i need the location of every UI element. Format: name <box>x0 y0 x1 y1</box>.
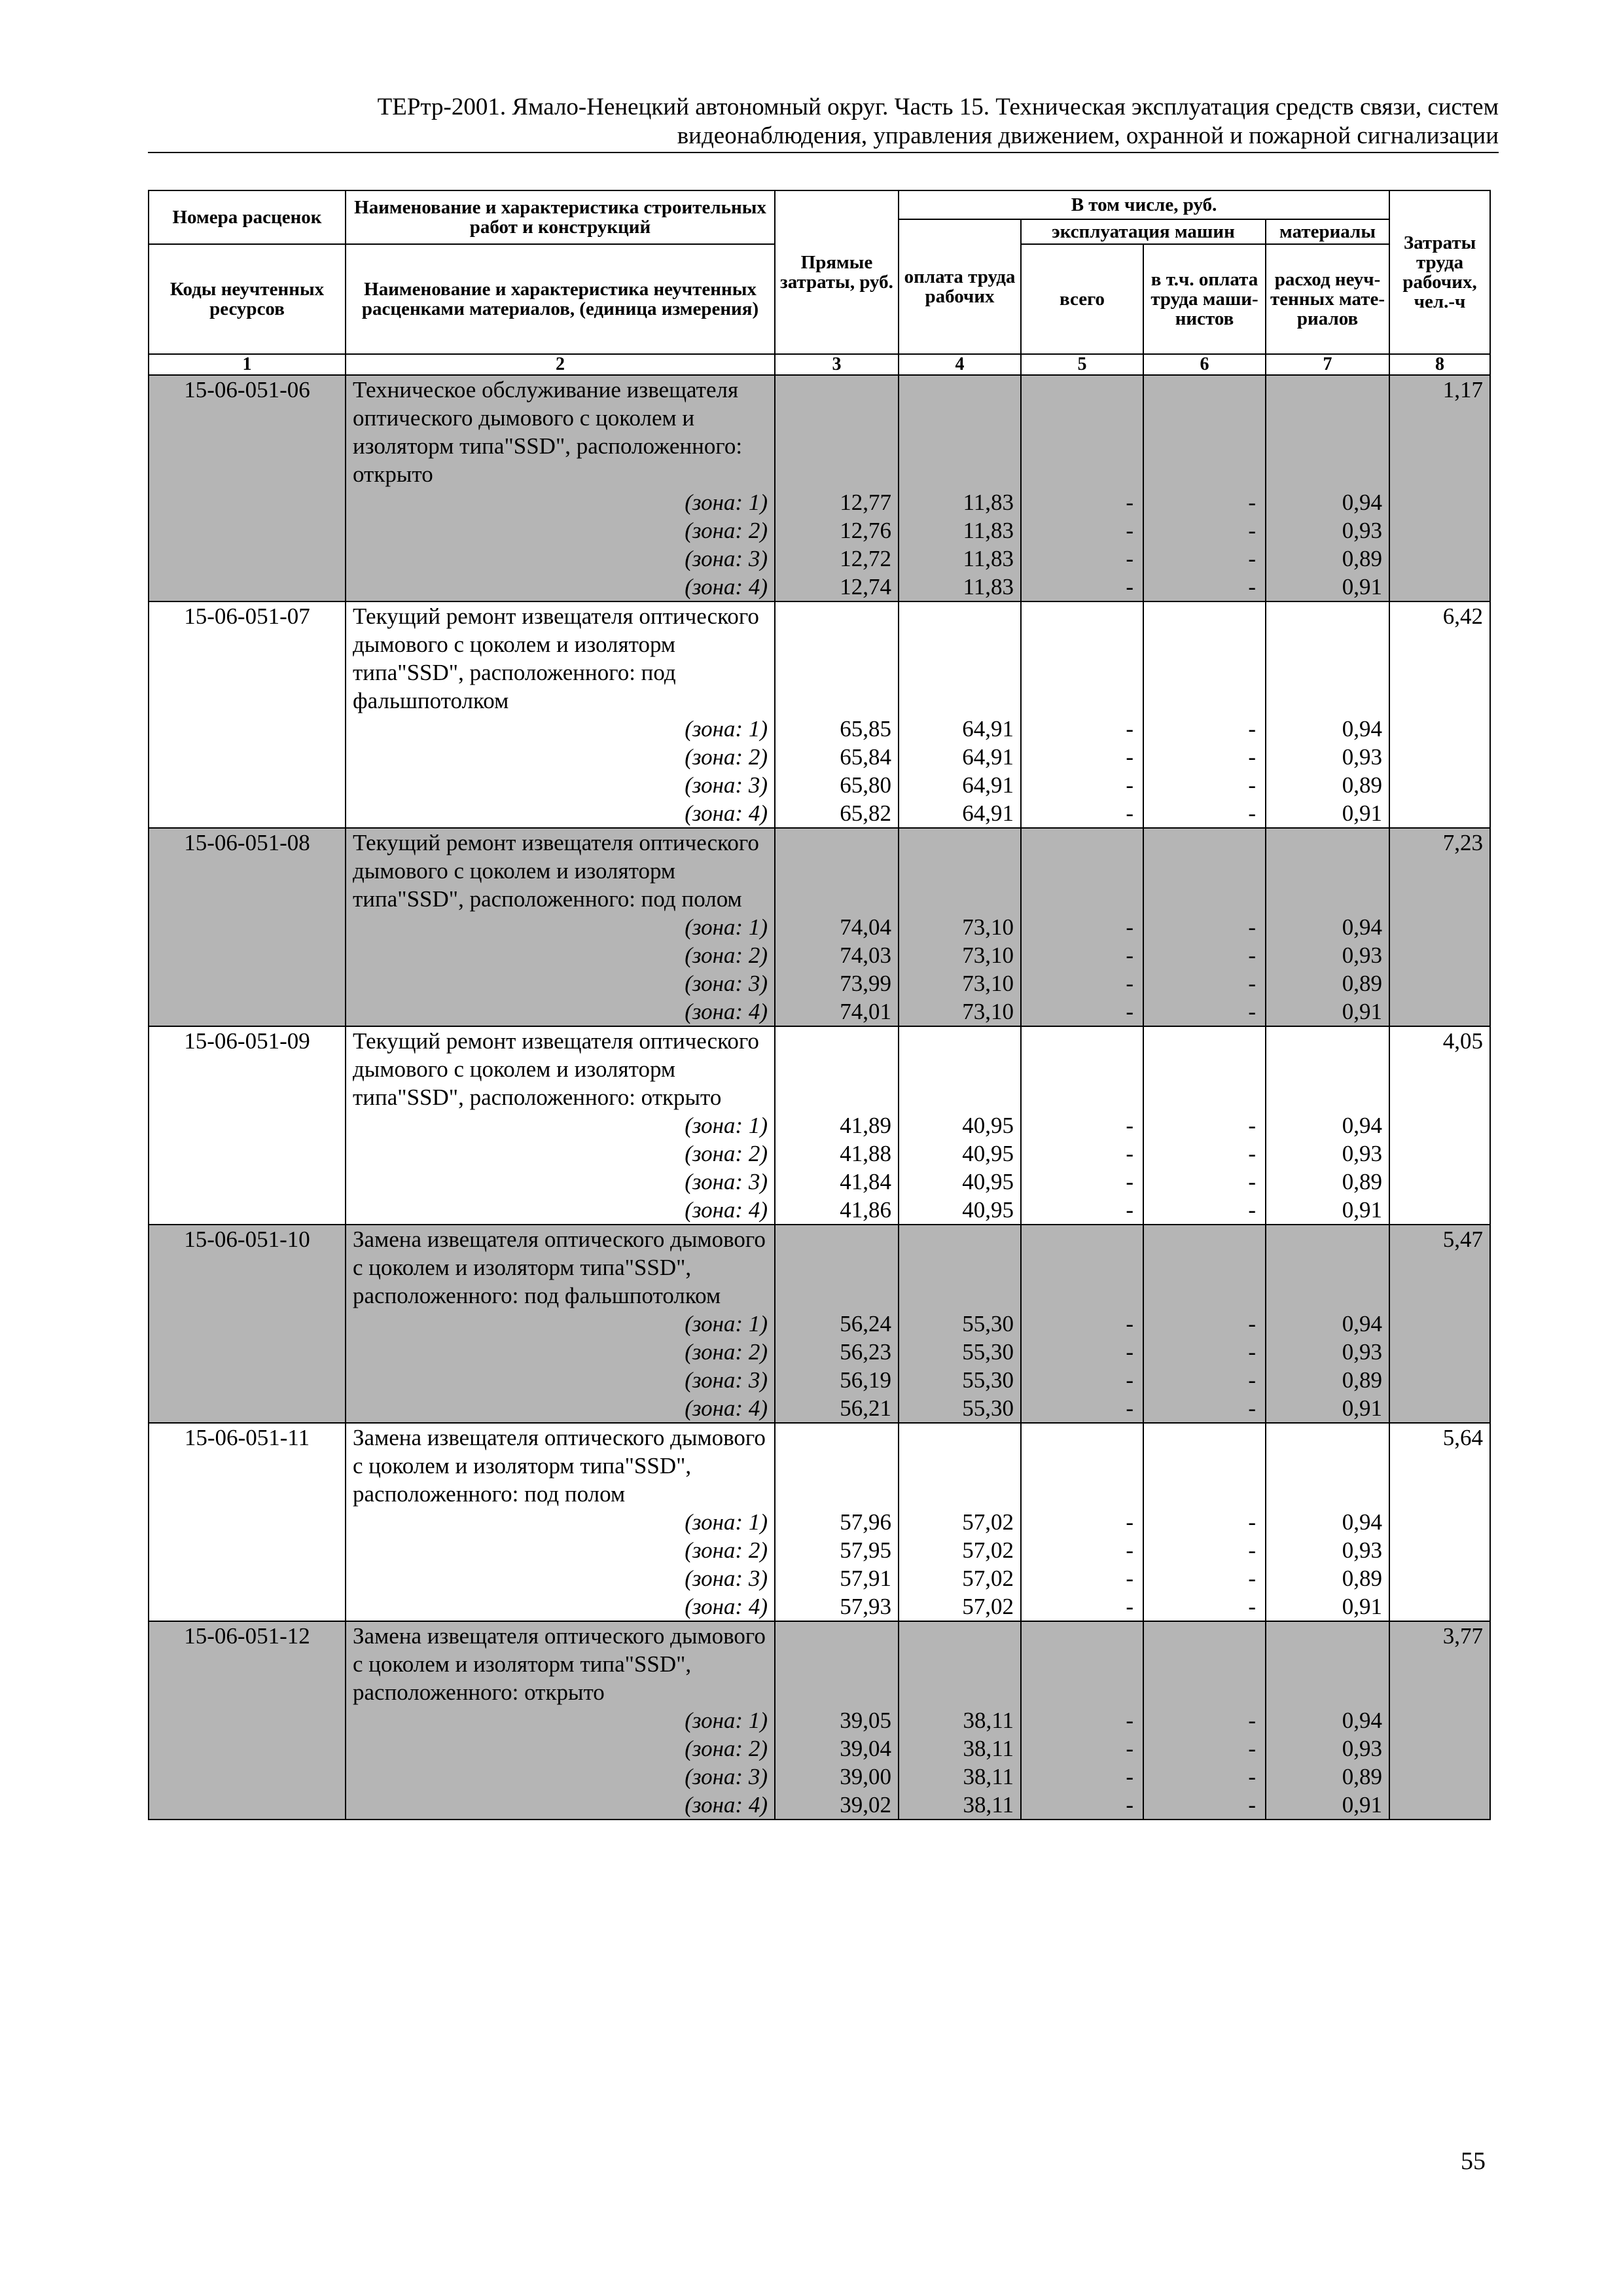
materials-cell <box>1266 601 1389 715</box>
machines-total: - <box>1021 1763 1143 1791</box>
column-number: 4 <box>899 354 1021 375</box>
rate-group <box>149 1026 1490 1225</box>
machinist-wage: - <box>1143 573 1266 601</box>
worker-wage: 57,02 <box>899 1592 1021 1621</box>
machinist-wage: - <box>1143 771 1266 799</box>
direct-cost: 41,89 <box>775 1111 899 1139</box>
zone-label: (зона: 4) <box>346 1791 775 1820</box>
zone-label: (зона: 1) <box>346 488 775 516</box>
column-number: 6 <box>1143 354 1266 375</box>
material-consumption: 0,93 <box>1266 941 1389 969</box>
zone-label: (зона: 1) <box>346 1706 775 1734</box>
machines-total-cell <box>1021 1026 1143 1111</box>
worker-wage: 57,02 <box>899 1536 1021 1564</box>
table-row <box>149 1394 1490 1423</box>
worker-wage: 64,91 <box>899 743 1021 771</box>
machines-total: - <box>1021 1564 1143 1592</box>
zone-label: (зона: 3) <box>346 1564 775 1592</box>
material-consumption: 0,94 <box>1266 715 1389 743</box>
direct-cost: 12,76 <box>775 516 899 545</box>
zone-label: (зона: 4) <box>346 799 775 828</box>
table-row <box>149 828 1490 913</box>
machinist-wage: - <box>1143 516 1266 545</box>
worker-wage: 55,30 <box>899 1394 1021 1423</box>
machines-total: - <box>1021 1734 1143 1763</box>
material-consumption: 0,89 <box>1266 969 1389 997</box>
rate-group <box>149 601 1490 828</box>
zone-label: (зона: 2) <box>346 1536 775 1564</box>
rate-code: 15-06-051-08 <box>149 828 346 1026</box>
machinist-wage: - <box>1143 715 1266 743</box>
machines-total: - <box>1021 799 1143 828</box>
direct-cost: 39,00 <box>775 1763 899 1791</box>
machines-total: - <box>1021 1310 1143 1338</box>
machinist-wage: - <box>1143 913 1266 941</box>
zone-label: (зона: 1) <box>346 1508 775 1536</box>
materials-cell <box>1266 1423 1389 1508</box>
worker-wage: 11,83 <box>899 516 1021 545</box>
machinist-wage-cell <box>1143 1423 1266 1508</box>
materials-cell <box>1266 828 1389 913</box>
table-row <box>149 997 1490 1026</box>
table-row <box>149 1592 1490 1621</box>
worker-wage-cell <box>899 375 1021 488</box>
direct-cost: 41,84 <box>775 1168 899 1196</box>
table-row <box>149 488 1490 516</box>
direct-cost: 57,96 <box>775 1508 899 1536</box>
machinist-wage: - <box>1143 1139 1266 1168</box>
material-consumption: 0,93 <box>1266 743 1389 771</box>
direct-cost: 74,04 <box>775 913 899 941</box>
column-numbers-row <box>149 354 1490 375</box>
machinist-wage: - <box>1143 1394 1266 1423</box>
materials-cell <box>1266 1621 1389 1706</box>
header-resource-codes: Коды неучтенных ресурсов <box>149 244 346 354</box>
worker-wage: 64,91 <box>899 771 1021 799</box>
direct-cost: 74,03 <box>775 941 899 969</box>
machines-total: - <box>1021 516 1143 545</box>
machinist-wage-cell <box>1143 828 1266 913</box>
rate-code: 15-06-051-07 <box>149 601 346 828</box>
materials-cell <box>1266 1225 1389 1310</box>
machines-total: - <box>1021 1508 1143 1536</box>
column-number: 3 <box>775 354 899 375</box>
machines-total: - <box>1021 1592 1143 1621</box>
worker-wage: 38,11 <box>899 1734 1021 1763</box>
zone-label: (зона: 2) <box>346 743 775 771</box>
material-consumption: 0,94 <box>1266 1111 1389 1139</box>
machines-total: - <box>1021 573 1143 601</box>
machines-total: - <box>1021 1791 1143 1820</box>
machines-total-cell <box>1021 1621 1143 1706</box>
machinist-wage: - <box>1143 799 1266 828</box>
zone-label: (зона: 3) <box>346 1366 775 1394</box>
worker-wage: 40,95 <box>899 1168 1021 1196</box>
work-name: Замена извещателя оптического дымового с цоколем и изоляторм типа"SSD", расположенного: под фальшпотолком <box>346 1225 775 1310</box>
direct-cost: 39,02 <box>775 1791 899 1820</box>
direct-cost: 57,93 <box>775 1592 899 1621</box>
material-consumption: 0,91 <box>1266 997 1389 1026</box>
machinist-wage: - <box>1143 1592 1266 1621</box>
machines-total: - <box>1021 1139 1143 1168</box>
rate-code: 15-06-051-06 <box>149 375 346 601</box>
material-consumption: 0,94 <box>1266 488 1389 516</box>
material-consumption: 0,94 <box>1266 913 1389 941</box>
material-consumption: 0,91 <box>1266 573 1389 601</box>
material-consumption: 0,91 <box>1266 1394 1389 1423</box>
work-name: Текущий ремонт извещателя оптического дымового с цоколем и изоляторм типа"SSD", расположенного: под фальшпотолком <box>346 601 775 715</box>
header-rate-numbers: Номера расценок <box>149 190 346 244</box>
table-row <box>149 1508 1490 1536</box>
material-consumption: 0,89 <box>1266 1168 1389 1196</box>
machinist-wage: - <box>1143 997 1266 1026</box>
worker-wage: 38,11 <box>899 1763 1021 1791</box>
table-row <box>149 1026 1490 1111</box>
machinist-wage: - <box>1143 1536 1266 1564</box>
machines-total: - <box>1021 1196 1143 1225</box>
zone-label: (зона: 4) <box>346 1592 775 1621</box>
table-row <box>149 1763 1490 1791</box>
worker-wage-cell <box>899 1621 1021 1706</box>
rate-code: 15-06-051-12 <box>149 1621 346 1820</box>
header-worker-wages: оплата труда рабочих <box>899 219 1021 354</box>
direct-cost: 65,85 <box>775 715 899 743</box>
machinist-wage-cell <box>1143 375 1266 488</box>
direct-cost: 56,19 <box>775 1366 899 1394</box>
machines-total: - <box>1021 997 1143 1026</box>
table-row <box>149 1564 1490 1592</box>
header-machines-total: всего <box>1021 244 1143 354</box>
column-number: 2 <box>346 354 775 375</box>
direct-cost: 57,91 <box>775 1564 899 1592</box>
rate-code: 15-06-051-09 <box>149 1026 346 1225</box>
machinist-wage: - <box>1143 488 1266 516</box>
header-machines: эксплуатация машин <box>1021 219 1266 244</box>
direct-cost: 39,04 <box>775 1734 899 1763</box>
table-row <box>149 601 1490 715</box>
machinist-wage: - <box>1143 1791 1266 1820</box>
direct-cost: 57,95 <box>775 1536 899 1564</box>
machines-total: - <box>1021 1394 1143 1423</box>
machines-total-cell <box>1021 1423 1143 1508</box>
worker-wage: 57,02 <box>899 1564 1021 1592</box>
materials-cell <box>1266 375 1389 488</box>
table-row <box>149 941 1490 969</box>
machinist-wage: - <box>1143 1310 1266 1338</box>
zone-label: (зона: 3) <box>346 1763 775 1791</box>
direct-cost-cell <box>775 1423 899 1508</box>
machinist-wage: - <box>1143 1168 1266 1196</box>
material-consumption: 0,91 <box>1266 1791 1389 1820</box>
material-consumption: 0,94 <box>1266 1706 1389 1734</box>
worker-wage-cell <box>899 1225 1021 1310</box>
rate-group <box>149 1423 1490 1621</box>
table-row <box>149 516 1490 545</box>
worker-wage: 55,30 <box>899 1338 1021 1366</box>
worker-wage: 57,02 <box>899 1508 1021 1536</box>
worker-wage: 11,83 <box>899 573 1021 601</box>
direct-cost: 56,21 <box>775 1394 899 1423</box>
direct-cost-cell <box>775 1621 899 1706</box>
worker-wage: 38,11 <box>899 1706 1021 1734</box>
direct-cost: 65,80 <box>775 771 899 799</box>
zone-label: (зона: 2) <box>346 1734 775 1763</box>
direct-cost: 41,86 <box>775 1196 899 1225</box>
zone-label: (зона: 2) <box>346 516 775 545</box>
machines-total: - <box>1021 941 1143 969</box>
column-number: 8 <box>1389 354 1490 375</box>
direct-cost: 74,01 <box>775 997 899 1026</box>
machines-total: - <box>1021 969 1143 997</box>
table-row <box>149 1225 1490 1310</box>
table-row <box>149 1706 1490 1734</box>
machines-total-cell <box>1021 601 1143 715</box>
header-line-1: ТЕРтр-2001. Ямало-Ненецкий автономный округ. Часть 15. Техническая эксплуатация средств связи, систем <box>377 94 1499 120</box>
machinist-wage: - <box>1143 969 1266 997</box>
direct-cost: 12,74 <box>775 573 899 601</box>
direct-cost: 41,88 <box>775 1139 899 1168</box>
worker-wage: 40,95 <box>899 1111 1021 1139</box>
zone-label: (зона: 1) <box>346 1310 775 1338</box>
machines-total: - <box>1021 1111 1143 1139</box>
work-name: Замена извещателя оптического дымового с цоколем и изоляторм типа"SSD", расположенного: под полом <box>346 1423 775 1508</box>
rate-group <box>149 1621 1490 1820</box>
machinist-wage: - <box>1143 1196 1266 1225</box>
direct-cost: 12,77 <box>775 488 899 516</box>
worker-wage-cell <box>899 828 1021 913</box>
worker-wage: 55,30 <box>899 1366 1021 1394</box>
table-row <box>149 1791 1490 1820</box>
direct-cost-cell <box>775 828 899 913</box>
work-name: Текущий ремонт извещателя оптического дымового с цоколем и изоляторм типа"SSD", расположенного: открыто <box>346 1026 775 1111</box>
zone-label: (зона: 3) <box>346 969 775 997</box>
material-consumption: 0,93 <box>1266 1338 1389 1366</box>
zone-label: (зона: 4) <box>346 997 775 1026</box>
header-including: В том числе, руб. <box>899 190 1389 219</box>
machines-total: - <box>1021 743 1143 771</box>
column-number: 7 <box>1266 354 1389 375</box>
table-row <box>149 1338 1490 1366</box>
material-consumption: 0,89 <box>1266 1366 1389 1394</box>
rate-group <box>149 375 1490 601</box>
column-number: 1 <box>149 354 346 375</box>
material-consumption: 0,89 <box>1266 1564 1389 1592</box>
zone-label: (зона: 2) <box>346 941 775 969</box>
table-row <box>149 771 1490 799</box>
direct-cost: 65,82 <box>775 799 899 828</box>
header-direct-costs: Прямые затраты, руб. <box>775 190 899 354</box>
machines-total: - <box>1021 1338 1143 1366</box>
machinist-wage: - <box>1143 1111 1266 1139</box>
labor-cost: 5,64 <box>1389 1423 1490 1621</box>
zone-label: (зона: 3) <box>346 1168 775 1196</box>
page-number: 55 <box>1461 2147 1486 2175</box>
rate-code: 15-06-051-11 <box>149 1423 346 1621</box>
labor-cost: 1,17 <box>1389 375 1490 601</box>
rate-code: 15-06-051-10 <box>149 1225 346 1423</box>
header-material-name: Наименование и характеристика неучтенных расценками материалов, (единица измерения) <box>346 244 775 354</box>
labor-cost: 4,05 <box>1389 1026 1490 1225</box>
direct-cost-cell <box>775 1225 899 1310</box>
header-labor-costs: Затраты труда рабочих, чел.-ч <box>1389 190 1490 354</box>
machinist-wage: - <box>1143 1706 1266 1734</box>
table-row <box>149 1168 1490 1196</box>
machines-total: - <box>1021 913 1143 941</box>
table-row <box>149 375 1490 488</box>
machinist-wage-cell <box>1143 1225 1266 1310</box>
worker-wage-cell <box>899 1026 1021 1111</box>
worker-wage: 64,91 <box>899 715 1021 743</box>
table-row <box>149 799 1490 828</box>
zone-label: (зона: 1) <box>346 913 775 941</box>
table-row <box>149 715 1490 743</box>
material-consumption: 0,93 <box>1266 1536 1389 1564</box>
worker-wage: 73,10 <box>899 997 1021 1026</box>
direct-cost: 73,99 <box>775 969 899 997</box>
machines-total-cell <box>1021 1225 1143 1310</box>
work-name: Техническое обслуживание извещателя оптического дымового с цоколем и изоляторм типа"SSD", расположенного: открыто <box>346 375 775 488</box>
machines-total-cell <box>1021 375 1143 488</box>
machines-total: - <box>1021 771 1143 799</box>
material-consumption: 0,89 <box>1266 545 1389 573</box>
labor-cost: 5,47 <box>1389 1225 1490 1423</box>
material-consumption: 0,93 <box>1266 516 1389 545</box>
machinist-wage: - <box>1143 1763 1266 1791</box>
worker-wage-cell <box>899 601 1021 715</box>
machinist-wage: - <box>1143 1734 1266 1763</box>
machinist-wage: - <box>1143 1508 1266 1536</box>
machinist-wage: - <box>1143 545 1266 573</box>
materials-cell <box>1266 1026 1389 1111</box>
table-row <box>149 573 1490 601</box>
labor-cost: 7,23 <box>1389 828 1490 1026</box>
zone-label: (зона: 2) <box>346 1338 775 1366</box>
machinist-wage: - <box>1143 941 1266 969</box>
direct-cost: 39,05 <box>775 1706 899 1734</box>
rate-group <box>149 1225 1490 1423</box>
worker-wage-cell <box>899 1423 1021 1508</box>
machinist-wage: - <box>1143 743 1266 771</box>
material-consumption: 0,93 <box>1266 1139 1389 1168</box>
table-row <box>149 545 1490 573</box>
material-consumption: 0,93 <box>1266 1734 1389 1763</box>
worker-wage: 40,95 <box>899 1196 1021 1225</box>
material-consumption: 0,94 <box>1266 1508 1389 1536</box>
zone-label: (зона: 2) <box>346 1139 775 1168</box>
material-consumption: 0,91 <box>1266 1196 1389 1225</box>
table-row <box>149 1621 1490 1706</box>
work-name: Текущий ремонт извещателя оптического дымового с цоколем и изоляторм типа"SSD", расположенного: под полом <box>346 828 775 913</box>
material-consumption: 0,89 <box>1266 771 1389 799</box>
direct-cost-cell <box>775 375 899 488</box>
machinist-wage: - <box>1143 1564 1266 1592</box>
zone-label: (зона: 1) <box>346 715 775 743</box>
header-work-name: Наименование и характеристика строительных работ и конструкций <box>346 190 775 244</box>
direct-cost: 65,84 <box>775 743 899 771</box>
zone-label: (зона: 4) <box>346 573 775 601</box>
header-machinist-wages: в т.ч. оплата труда маши-нистов <box>1143 244 1266 354</box>
machines-total: - <box>1021 488 1143 516</box>
machinist-wage-cell <box>1143 1026 1266 1111</box>
table-row <box>149 1196 1490 1225</box>
table-row <box>149 743 1490 771</box>
machines-total-cell <box>1021 828 1143 913</box>
material-consumption: 0,91 <box>1266 1592 1389 1621</box>
header-materials: материалы <box>1266 219 1389 244</box>
zone-label: (зона: 4) <box>346 1394 775 1423</box>
machines-total: - <box>1021 1366 1143 1394</box>
direct-cost: 56,23 <box>775 1338 899 1366</box>
worker-wage: 11,83 <box>899 545 1021 573</box>
machinist-wage-cell <box>1143 601 1266 715</box>
direct-cost-cell <box>775 1026 899 1111</box>
header-material-consumption: расход неуч-тенных мате-риалов <box>1266 244 1389 354</box>
machinist-wage: - <box>1143 1338 1266 1366</box>
machinist-wage: - <box>1143 1366 1266 1394</box>
worker-wage: 73,10 <box>899 913 1021 941</box>
machines-total: - <box>1021 1706 1143 1734</box>
table-row <box>149 1366 1490 1394</box>
table-row <box>149 1734 1490 1763</box>
table-row <box>149 1423 1490 1508</box>
direct-cost-cell <box>775 601 899 715</box>
machines-total: - <box>1021 1168 1143 1196</box>
direct-cost: 56,24 <box>775 1310 899 1338</box>
zone-label: (зона: 3) <box>346 545 775 573</box>
machinist-wage-cell <box>1143 1621 1266 1706</box>
table-header <box>149 190 1490 375</box>
labor-cost: 3,77 <box>1389 1621 1490 1820</box>
table-row <box>149 1139 1490 1168</box>
labor-cost: 6,42 <box>1389 601 1490 828</box>
zone-label: (зона: 1) <box>346 1111 775 1139</box>
header-line-2: видеонаблюдения, управления движением, охранной и пожарной сигнализации <box>677 122 1499 149</box>
table-row <box>149 969 1490 997</box>
column-number: 5 <box>1021 354 1143 375</box>
direct-cost: 12,72 <box>775 545 899 573</box>
worker-wage: 64,91 <box>899 799 1021 828</box>
rates-table <box>148 190 1491 1820</box>
material-consumption: 0,89 <box>1266 1763 1389 1791</box>
worker-wage: 73,10 <box>899 941 1021 969</box>
rate-group <box>149 828 1490 1026</box>
worker-wage: 55,30 <box>899 1310 1021 1338</box>
worker-wage: 38,11 <box>899 1791 1021 1820</box>
worker-wage: 40,95 <box>899 1139 1021 1168</box>
machines-total: - <box>1021 715 1143 743</box>
zone-label: (зона: 4) <box>346 1196 775 1225</box>
worker-wage: 73,10 <box>899 969 1021 997</box>
machines-total: - <box>1021 1536 1143 1564</box>
work-name: Замена извещателя оптического дымового с цоколем и изоляторм типа"SSD", расположенного: открыто <box>346 1621 775 1706</box>
table-row <box>149 1111 1490 1139</box>
worker-wage: 11,83 <box>899 488 1021 516</box>
page-header <box>148 93 1499 153</box>
table-row <box>149 1310 1490 1338</box>
zone-label: (зона: 3) <box>346 771 775 799</box>
table-row <box>149 1536 1490 1564</box>
machines-total: - <box>1021 545 1143 573</box>
table-row <box>149 913 1490 941</box>
material-consumption: 0,94 <box>1266 1310 1389 1338</box>
material-consumption: 0,91 <box>1266 799 1389 828</box>
